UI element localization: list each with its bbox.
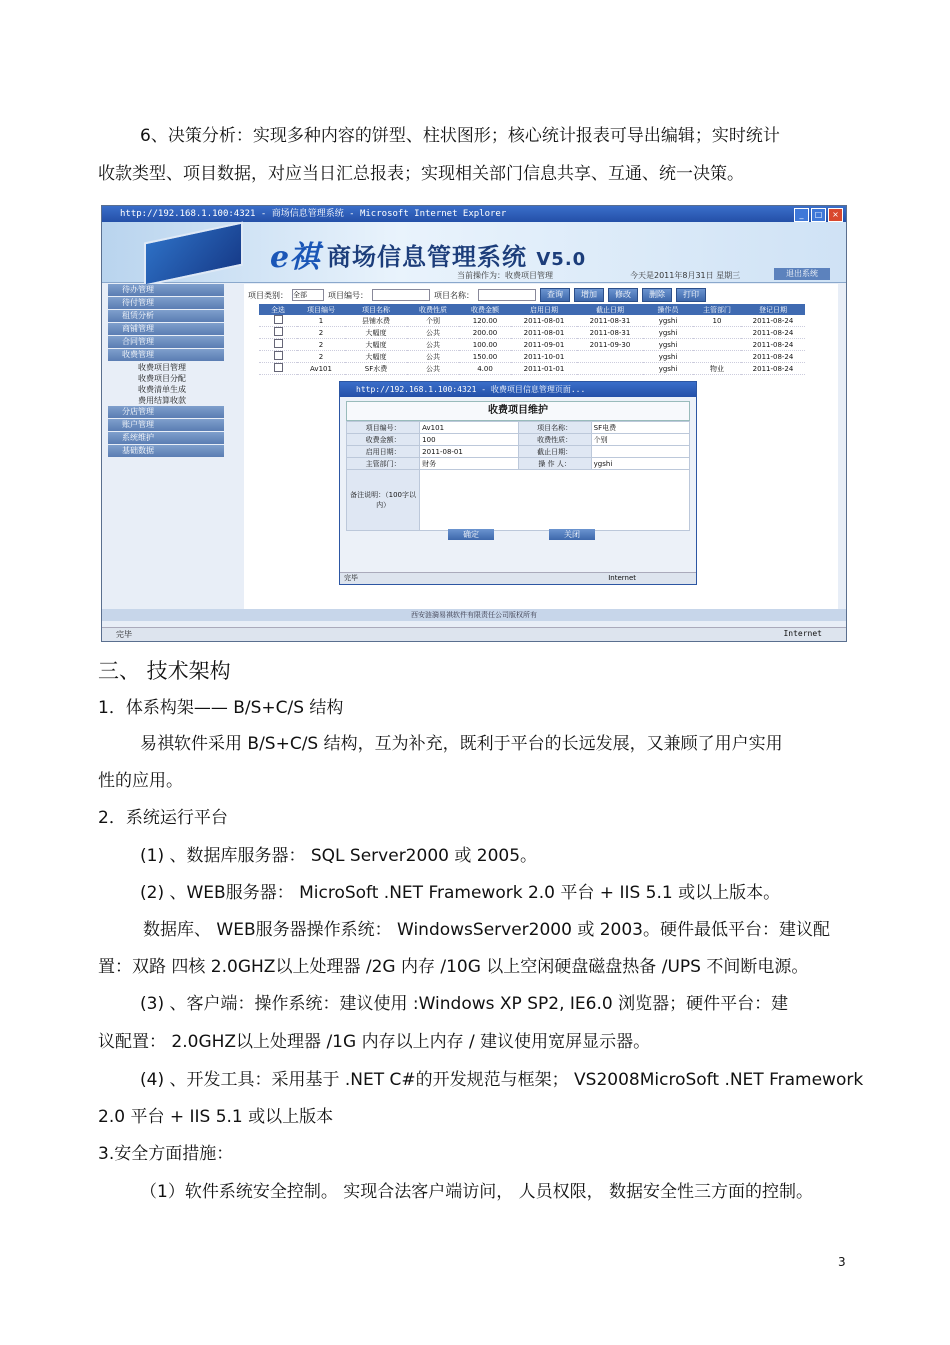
- sidebar-item[interactable]: 账户管理: [108, 419, 224, 431]
- department-input[interactable]: 财务: [420, 458, 518, 470]
- paragraph-line: 易祺软件采用 B/S+C/S 结构，互为补充，既利于平台的长远发展，又兼顾了用户实用: [140, 734, 783, 754]
- cell: Av101: [297, 363, 345, 375]
- col-header: 登记日期: [741, 304, 805, 315]
- delete-button[interactable]: 删除: [642, 288, 672, 302]
- subsection-heading: 1．体系构架—— B/S+C/S 结构: [98, 698, 344, 718]
- cell: 2011-08-24: [741, 339, 805, 351]
- system-title: [327, 237, 586, 272]
- col-header[interactable]: 全选: [259, 304, 297, 315]
- paragraph-decision-line1: 6、决策分析：实现多种内容的饼型、柱状图形；核心统计报表可导出编辑；实时统计: [140, 126, 780, 146]
- cell: 2011-08-31: [577, 327, 643, 339]
- subsection-heading: 2．系统运行平台: [98, 808, 228, 828]
- row-checkbox[interactable]: [274, 351, 283, 360]
- query-button[interactable]: 查询: [540, 288, 570, 302]
- cell: 100.00: [459, 339, 511, 351]
- app-banner: [102, 222, 846, 283]
- sidebar-item[interactable]: 待付管理: [108, 297, 224, 309]
- sidebar-item[interactable]: 待办管理: [108, 284, 224, 296]
- field-label: 操 作 人：: [518, 458, 591, 470]
- name-input[interactable]: [478, 289, 536, 301]
- operator-info: 当前操作为：收费项目管理: [457, 271, 553, 280]
- cell: 2011-10-01: [511, 351, 577, 363]
- sidebar-item[interactable]: 分店管理: [108, 406, 224, 418]
- cell: [577, 363, 643, 375]
- cell: 公共: [407, 339, 459, 351]
- cell: SF水费: [345, 363, 407, 375]
- cell: [577, 351, 643, 363]
- paragraph-line: 置：双路 四核 2.0GHZ以上处理器 /2G 内存 /10G 以上空闲硬盘磁盘热备 /UPS 不间断电源。: [98, 957, 809, 977]
- cell: 2011-08-01: [511, 327, 577, 339]
- cell: 公共: [407, 327, 459, 339]
- cell: ygshi: [643, 339, 693, 351]
- dialog-title-bar: http://192.168.1.100:4321 - 收费项目信息管理页面...: [340, 382, 696, 397]
- window-buttons: [794, 208, 843, 222]
- cell: 2011-01-01: [511, 363, 577, 375]
- table-row[interactable]: [259, 339, 805, 351]
- project-name-input[interactable]: SF电费: [591, 422, 689, 434]
- ok-button[interactable]: 确定: [448, 529, 494, 540]
- sidebar-subitem[interactable]: 费用结算收款: [138, 396, 186, 405]
- paragraph-decision-line2: 收款类型、项目数据，对应当日汇总报表；实现相关部门信息共享、互通、统一决策。: [98, 164, 744, 184]
- table-row[interactable]: [259, 363, 805, 375]
- system-title-text: 商场信息管理系统: [327, 243, 527, 271]
- date-info: 今天是2011年8月31日 星期三: [630, 271, 741, 280]
- print-button[interactable]: 打印: [676, 288, 706, 302]
- field-label: 收费金额：: [347, 434, 420, 446]
- dialog-heading: 收费项目维护: [346, 401, 690, 421]
- ie-status-text: 完毕: [116, 630, 132, 639]
- ie-status-bar: [102, 627, 846, 641]
- paragraph-line: （1）软件系统安全控制。 实现合法客户端访问， 人员权限， 数据安全性三方面的控制。: [140, 1182, 814, 1202]
- sidebar-subitem[interactable]: 收费项目管理: [138, 363, 186, 372]
- app-logo: e祺: [270, 240, 320, 275]
- col-header: 项目编号: [297, 304, 345, 315]
- cell: 2011-08-24: [741, 315, 805, 327]
- dialog-form: [346, 421, 690, 531]
- cell: [693, 351, 741, 363]
- col-header: 项目名称: [345, 304, 407, 315]
- cell: 大幅度: [345, 327, 407, 339]
- embedded-screenshot: [101, 205, 847, 642]
- operator-input[interactable]: ygshi: [591, 458, 689, 470]
- cell: ygshi: [643, 327, 693, 339]
- sidebar-item[interactable]: 合同管理: [108, 336, 224, 348]
- cell: 大幅度: [345, 339, 407, 351]
- fee-type-select[interactable]: 个别: [591, 434, 689, 446]
- ie-zone-text: Internet: [783, 629, 822, 638]
- paragraph-line: 2.0 平台 + IIS 5.1 或以上版本: [98, 1107, 334, 1127]
- cell: 公共: [407, 351, 459, 363]
- col-header: 截止日期: [577, 304, 643, 315]
- cell: 2011-08-24: [741, 327, 805, 339]
- sidebar-item[interactable]: 收费管理: [108, 349, 224, 361]
- cell: 2011-08-01: [511, 315, 577, 327]
- cell: 2: [297, 327, 345, 339]
- field-label: 截止日期：: [518, 446, 591, 458]
- paragraph-line: 数据库、 WEB服务器操作系统： WindowsServer2000 或 2003。硬件最低平台：建议配: [143, 920, 830, 940]
- paragraph-line: (2) 、WEB服务器： MicroSoft .NET Framework 2.0 平台 + IIS 5.1 或以上版本。: [140, 883, 781, 903]
- cell: 150.00: [459, 351, 511, 363]
- cell: [693, 327, 741, 339]
- page-number: 3: [838, 1255, 846, 1269]
- sidebar-item[interactable]: 商铺管理: [108, 323, 224, 335]
- minimize-icon[interactable]: _: [794, 208, 809, 222]
- code-label: 项目编号：: [328, 290, 368, 300]
- field-label: 主管部门：: [347, 458, 420, 470]
- cell: 2011-09-01: [511, 339, 577, 351]
- system-version: V5.0: [536, 249, 587, 270]
- ie-title-bar: http://192.168.1.100:4321 - 商场信息管理系统 - Microsoft Internet Explorer: [102, 206, 846, 222]
- filter-bar: [248, 288, 706, 302]
- cell: 个别: [407, 315, 459, 327]
- dialog-status-text: 完毕: [344, 574, 358, 582]
- table-header: [259, 304, 805, 315]
- field-label: 收费性质：: [518, 434, 591, 446]
- cell: 公共: [407, 363, 459, 375]
- close-icon[interactable]: ×: [828, 208, 843, 222]
- sidebar-item[interactable]: 系统维护: [108, 432, 224, 444]
- monitor-graphic-icon: [144, 221, 243, 286]
- start-date-input[interactable]: 2011-08-01: [420, 446, 518, 458]
- paragraph-line: 议配置： 2.0GHZ以上处理器 /1G 内存以上内存 / 建议使用宽屏显示器。: [98, 1032, 651, 1052]
- copyright-footer: 西安涟漪易祺软件有限责任公司版权所有: [102, 609, 846, 621]
- add-button[interactable]: 增加: [574, 288, 604, 302]
- sidebar-item[interactable]: 租赁分析: [108, 310, 224, 322]
- cell: [693, 339, 741, 351]
- cell: 2011-08-31: [577, 315, 643, 327]
- table-row[interactable]: [259, 327, 805, 339]
- cell: 1: [297, 315, 345, 327]
- dialog-zone-text: Internet: [608, 574, 636, 582]
- type-label: 项目类别：: [248, 290, 288, 300]
- project-code-input[interactable]: Av101: [420, 422, 518, 434]
- col-header: 收费金额: [459, 304, 511, 315]
- close-button[interactable]: 关闭: [549, 529, 595, 540]
- sidebar-subitem[interactable]: 收费项目分配: [138, 374, 186, 383]
- cell: 200.00: [459, 327, 511, 339]
- row-checkbox[interactable]: [274, 363, 283, 372]
- name-label: 项目名称：: [434, 290, 474, 300]
- remark-label: 备注说明：（100字以内）: [347, 470, 420, 531]
- col-header: 操作员: [643, 304, 693, 315]
- field-label: 项目编号：: [347, 422, 420, 434]
- fee-items-table: [259, 304, 805, 375]
- type-select[interactable]: 全部: [292, 289, 324, 301]
- cell: ygshi: [643, 351, 693, 363]
- fee-item-dialog: [339, 381, 697, 585]
- row-checkbox[interactable]: [274, 315, 283, 324]
- sidebar-subitem[interactable]: 收费清单生成: [138, 385, 186, 394]
- field-label: 启用日期：: [347, 446, 420, 458]
- cell: 2011-08-24: [741, 351, 805, 363]
- maximize-icon[interactable]: □: [811, 208, 826, 222]
- cell: 县铺水费: [345, 315, 407, 327]
- table-row[interactable]: [259, 351, 805, 363]
- paragraph-line: (4) 、开发工具：采用基于 .NET C#的开发规范与框架； VS2008MicroSoft .NET Framework: [140, 1070, 864, 1090]
- table-row[interactable]: [259, 315, 805, 327]
- cell: 120.00: [459, 315, 511, 327]
- cell: 大幅度: [345, 351, 407, 363]
- cell: 物业: [693, 363, 741, 375]
- paragraph-line: (1) 、数据库服务器： SQL Server2000 或 2005。: [140, 846, 538, 866]
- field-label: 项目名称：: [518, 422, 591, 434]
- amount-input[interactable]: 100: [420, 434, 518, 446]
- cell: 2: [297, 339, 345, 351]
- cell: 2011-08-24: [741, 363, 805, 375]
- col-header: 启用日期: [511, 304, 577, 315]
- logout-button[interactable]: 退出系统: [774, 268, 830, 280]
- cell: ygshi: [643, 315, 693, 327]
- cell: 10: [693, 315, 741, 327]
- row-checkbox[interactable]: [274, 339, 283, 348]
- edit-button[interactable]: 修改: [608, 288, 638, 302]
- col-header: 主管部门: [693, 304, 741, 315]
- cell: ygshi: [643, 363, 693, 375]
- cell: 4.00: [459, 363, 511, 375]
- cell: 2011-09-30: [577, 339, 643, 351]
- col-header: 收费性质: [407, 304, 459, 315]
- remark-textarea[interactable]: [420, 470, 690, 531]
- section-heading: 三、 技术架构: [98, 659, 231, 683]
- cell: 2: [297, 351, 345, 363]
- dialog-status-bar: [340, 572, 696, 584]
- sidebar-item[interactable]: 基础数据: [108, 445, 224, 457]
- end-date-input[interactable]: [591, 446, 689, 458]
- sidebar: [108, 284, 224, 614]
- paragraph-line: 性的应用。: [98, 771, 183, 791]
- subsection-heading: 3.安全方面措施：: [98, 1144, 234, 1164]
- paragraph-line: (3) 、客户端：操作系统：建议使用 :Windows XP SP2, IE6.0 浏览器；硬件平台：建: [140, 994, 789, 1014]
- code-input[interactable]: [372, 289, 430, 301]
- dialog-buttons: [448, 529, 595, 540]
- row-checkbox[interactable]: [274, 327, 283, 336]
